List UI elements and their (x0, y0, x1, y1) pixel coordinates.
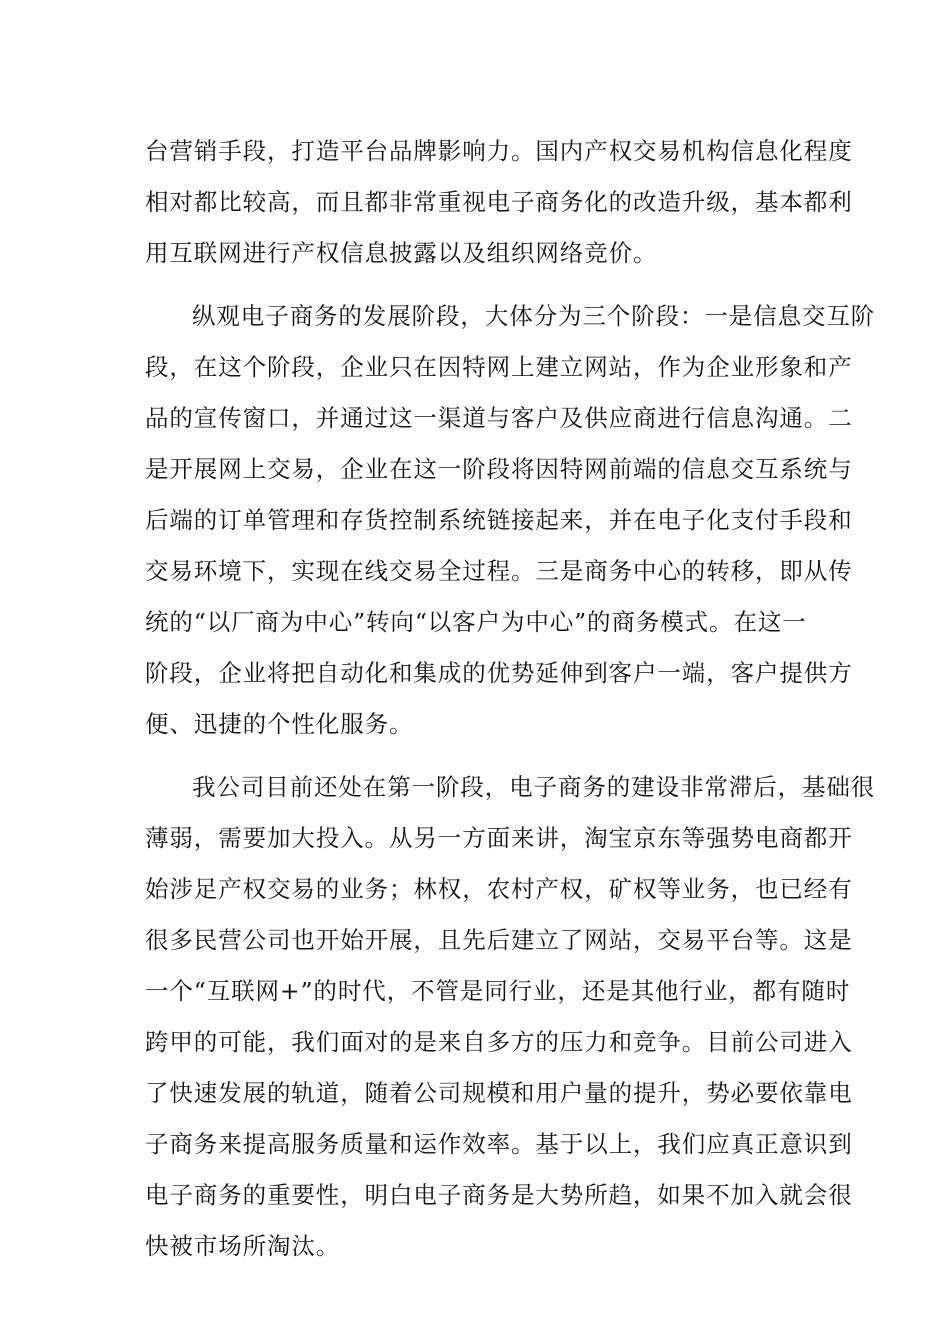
text-line: 品的宣传窗口，并通过这一渠道与客户及供应商进行信息沟通。二 (145, 404, 853, 432)
paragraph-2 (145, 291, 876, 750)
text-line: 阶段，企业将把自动化和集成的优势延伸到客户一端，客户提供方 (145, 659, 853, 687)
paragraph-3 (145, 762, 876, 1272)
text-line: 相对都比较高，而且都非常重视电子商务化的改造升级，基本都利 (145, 188, 853, 216)
document-body (145, 126, 876, 1284)
text-line: 了快速发展的轨道，随着公司规模和用户量的提升，势必要依靠电 (145, 1079, 853, 1107)
text-line: 一个“互联网+”的时代，不管是同行业，还是其他行业，都有随时 (145, 977, 851, 1005)
text-line: 跨甲的可能，我们面对的是来自多方的压力和竞争。目前公司进入 (145, 1028, 853, 1056)
text-line: 后端的订单管理和存货控制系统链接起来，并在电子化支付手段和 (145, 506, 853, 534)
text-line: 段，在这个阶段，企业只在因特网上建立网站，作为企业形象和产 (145, 353, 853, 381)
text-line: 始涉足产权交易的业务；林权，农村产权，矿权等业务，也已经有 (145, 875, 853, 903)
text-line: 薄弱，需要加大投入。从另一方面来讲，淘宝京东等强势电商都开 (145, 824, 853, 852)
text-line: 很多民营公司也开始开展，且先后建立了网站，交易平台等。这是 (145, 926, 853, 954)
text-line: 是开展网上交易，企业在这一阶段将因特网前端的信息交互系统与 (145, 455, 853, 483)
text-line: 交易环境下，实现在线交易全过程。三是商务中心的转移，即从传 (145, 557, 853, 585)
text-line: 子商务来提高服务质量和运作效率。基于以上，我们应真正意识到 (145, 1130, 853, 1158)
paragraph-1 (145, 126, 853, 279)
text-line: 用互联网进行产权信息披露以及组织网络竞价。 (145, 239, 658, 267)
text-line: 便、迅捷的个性化服务。 (145, 710, 414, 738)
text-line: 快被市场所淘汰。 (145, 1232, 341, 1260)
text-line: 纵观电子商务的发展阶段，大体分为三个阶段：一是信息交互阶 (192, 302, 876, 330)
text-line: 台营销手段，打造平台品牌影响力。国内产权交易机构信息化程度 (145, 137, 853, 165)
text-line: 电子商务的重要性，明白电子商务是大势所趋，如果不加入就会很 (145, 1181, 853, 1209)
text-line: 我公司目前还处在第一阶段，电子商务的建设非常滞后，基础很 (192, 773, 876, 801)
text-line: 统的“以厂商为中心”转向“以客户为中心”的商务模式。在这一 (145, 608, 807, 636)
